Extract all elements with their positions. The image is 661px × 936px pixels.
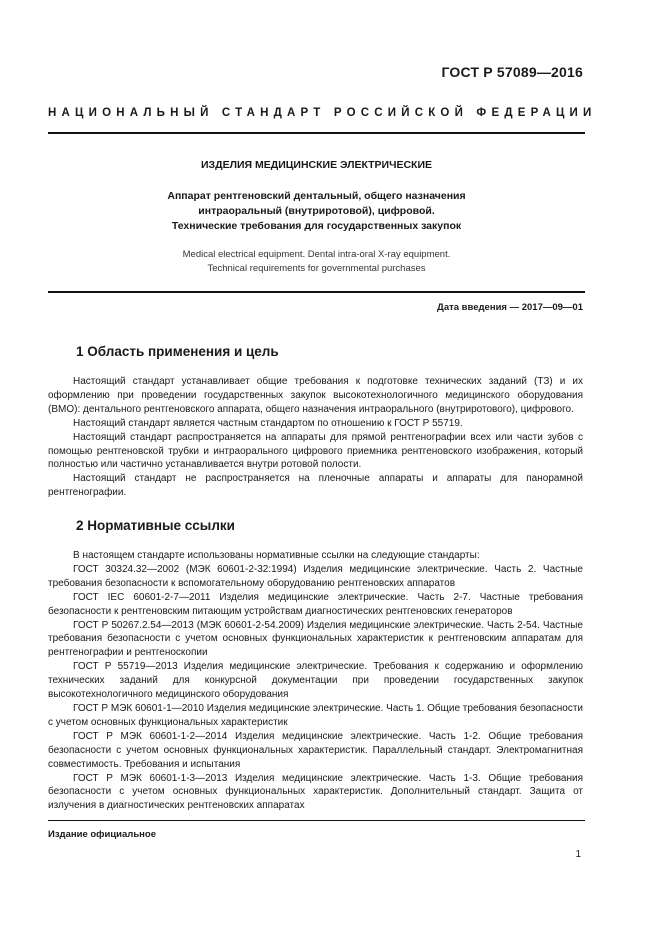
subtitle — [48, 189, 585, 234]
introduction-date: Дата введения — 2017—09—01 — [437, 302, 583, 313]
section-2-heading: 2 Нормативные ссылки — [76, 518, 235, 533]
national-standard-header: НАЦИОНАЛЬНЫЙ СТАНДАРТ РОССИЙСКОЙ ФЕДЕРАЦИИ — [48, 107, 597, 119]
footer-divider — [48, 820, 585, 821]
paragraph: Настоящий стандарт является частным стандартом по отношению к ГОСТ Р 55719. — [73, 417, 463, 429]
section-2-body — [48, 549, 583, 813]
reference-item: ГОСТ Р 50267.2.54—2013 (МЭК 60601-2-54.2009) Изделия медицинские электрические. Часть 2-54. Частные требования безопасности с учетом основных функциональных характеристик к рентгеновским аппаратам для рентгенографии и рентгеноскопии — [48, 619, 583, 659]
paragraph: Настоящий стандарт распространяется на аппараты для прямой рентгенографии всех или части зубов с помощью рентгеновской трубки и интраорального цифрового приемника рентгеновского изображения, который полностью или частично устанавливается внутри ротовой полости. — [48, 431, 583, 471]
page-number: 1 — [575, 849, 581, 860]
english-title-line: Medical electrical equipment. Dental intra-oral X-ray equipment. — [182, 249, 451, 260]
document-code: ГОСТ Р 57089—2016 — [441, 64, 583, 80]
reference-item: ГОСТ Р 55719—2013 Изделия медицинские электрические. Требования к содержанию и оформлению технических заданий для конкурсной документации при проведении государственных закупок высокотехнологичного медицинского оборудования — [48, 661, 583, 701]
section-1-body — [48, 375, 583, 500]
paragraph: Настоящий стандарт устанавливает общие требования к подготовке технических заданий (ТЗ) и их оформлению при проведении государственных закупок высокотехнологичного медицинского оборудования (ВМО): дентального рентгеновского аппарата, общего назначения интраорального (внутриротового), цифрового. — [48, 376, 583, 415]
reference-item: ГОСТ Р МЭК 60601-1-2—2014 Изделия медицинские электрические. Часть 1-2. Общие требования безопасности с учетом основных функциональных характеристик. Параллельный стандарт. Электромагнитная совместимость. Требования и испытания — [48, 730, 583, 770]
english-title-line: Technical requirements for governmental purchases — [207, 263, 426, 274]
subtitle-line: Аппарат рентгеновский дентальный, общего назначения — [167, 190, 466, 202]
reference-item: ГОСТ IEC 60601-2-7—2011 Изделия медицинские электрические. Часть 2-7. Частные требования безопасности к рентгеновским питающим устройствам диагностических рентгеновских генераторов — [48, 591, 583, 617]
section-1-heading: 1 Область применения и цель — [76, 344, 279, 359]
reference-item: ГОСТ Р МЭК 60601-1-3—2013 Изделия медицинские электрические. Часть 1-3. Общие требования безопасности с учетом основных функциональных характеристик. Дополнительный стандарт. Защита от излучения в диагностических рентгеновских аппаратах — [48, 772, 583, 812]
header-divider — [48, 132, 585, 134]
subtitle-line: Технические требования для государственных закупок — [171, 220, 462, 232]
main-title: ИЗДЕЛИЯ МЕДИЦИНСКИЕ ЭЛЕКТРИЧЕСКИЕ — [200, 159, 433, 171]
reference-item: ГОСТ Р МЭК 60601-1—2010 Изделия медицинские электрические. Часть 1. Общие требования безопасности с учетом основных функциональных характеристик — [48, 702, 583, 728]
paragraph: Настоящий стандарт не распространяется на пленочные аппараты и аппараты для панорамной рентгенографии. — [48, 473, 583, 499]
subtitle-line: интраоральный (внутриротовой), цифровой. — [198, 205, 435, 217]
official-edition-label: Издание официальное — [48, 829, 156, 840]
english-title — [48, 248, 585, 276]
paragraph: В настоящем стандарте использованы нормативные ссылки на следующие стандарты: — [73, 550, 480, 561]
reference-item: ГОСТ 30324.32—2002 (МЭК 60601-2-32:1994) Изделия медицинские электрические. Часть 2. Частные требования безопасности к вспомогательному оборудованию рентгеновских аппаратов — [48, 563, 583, 589]
title-divider — [48, 291, 585, 293]
